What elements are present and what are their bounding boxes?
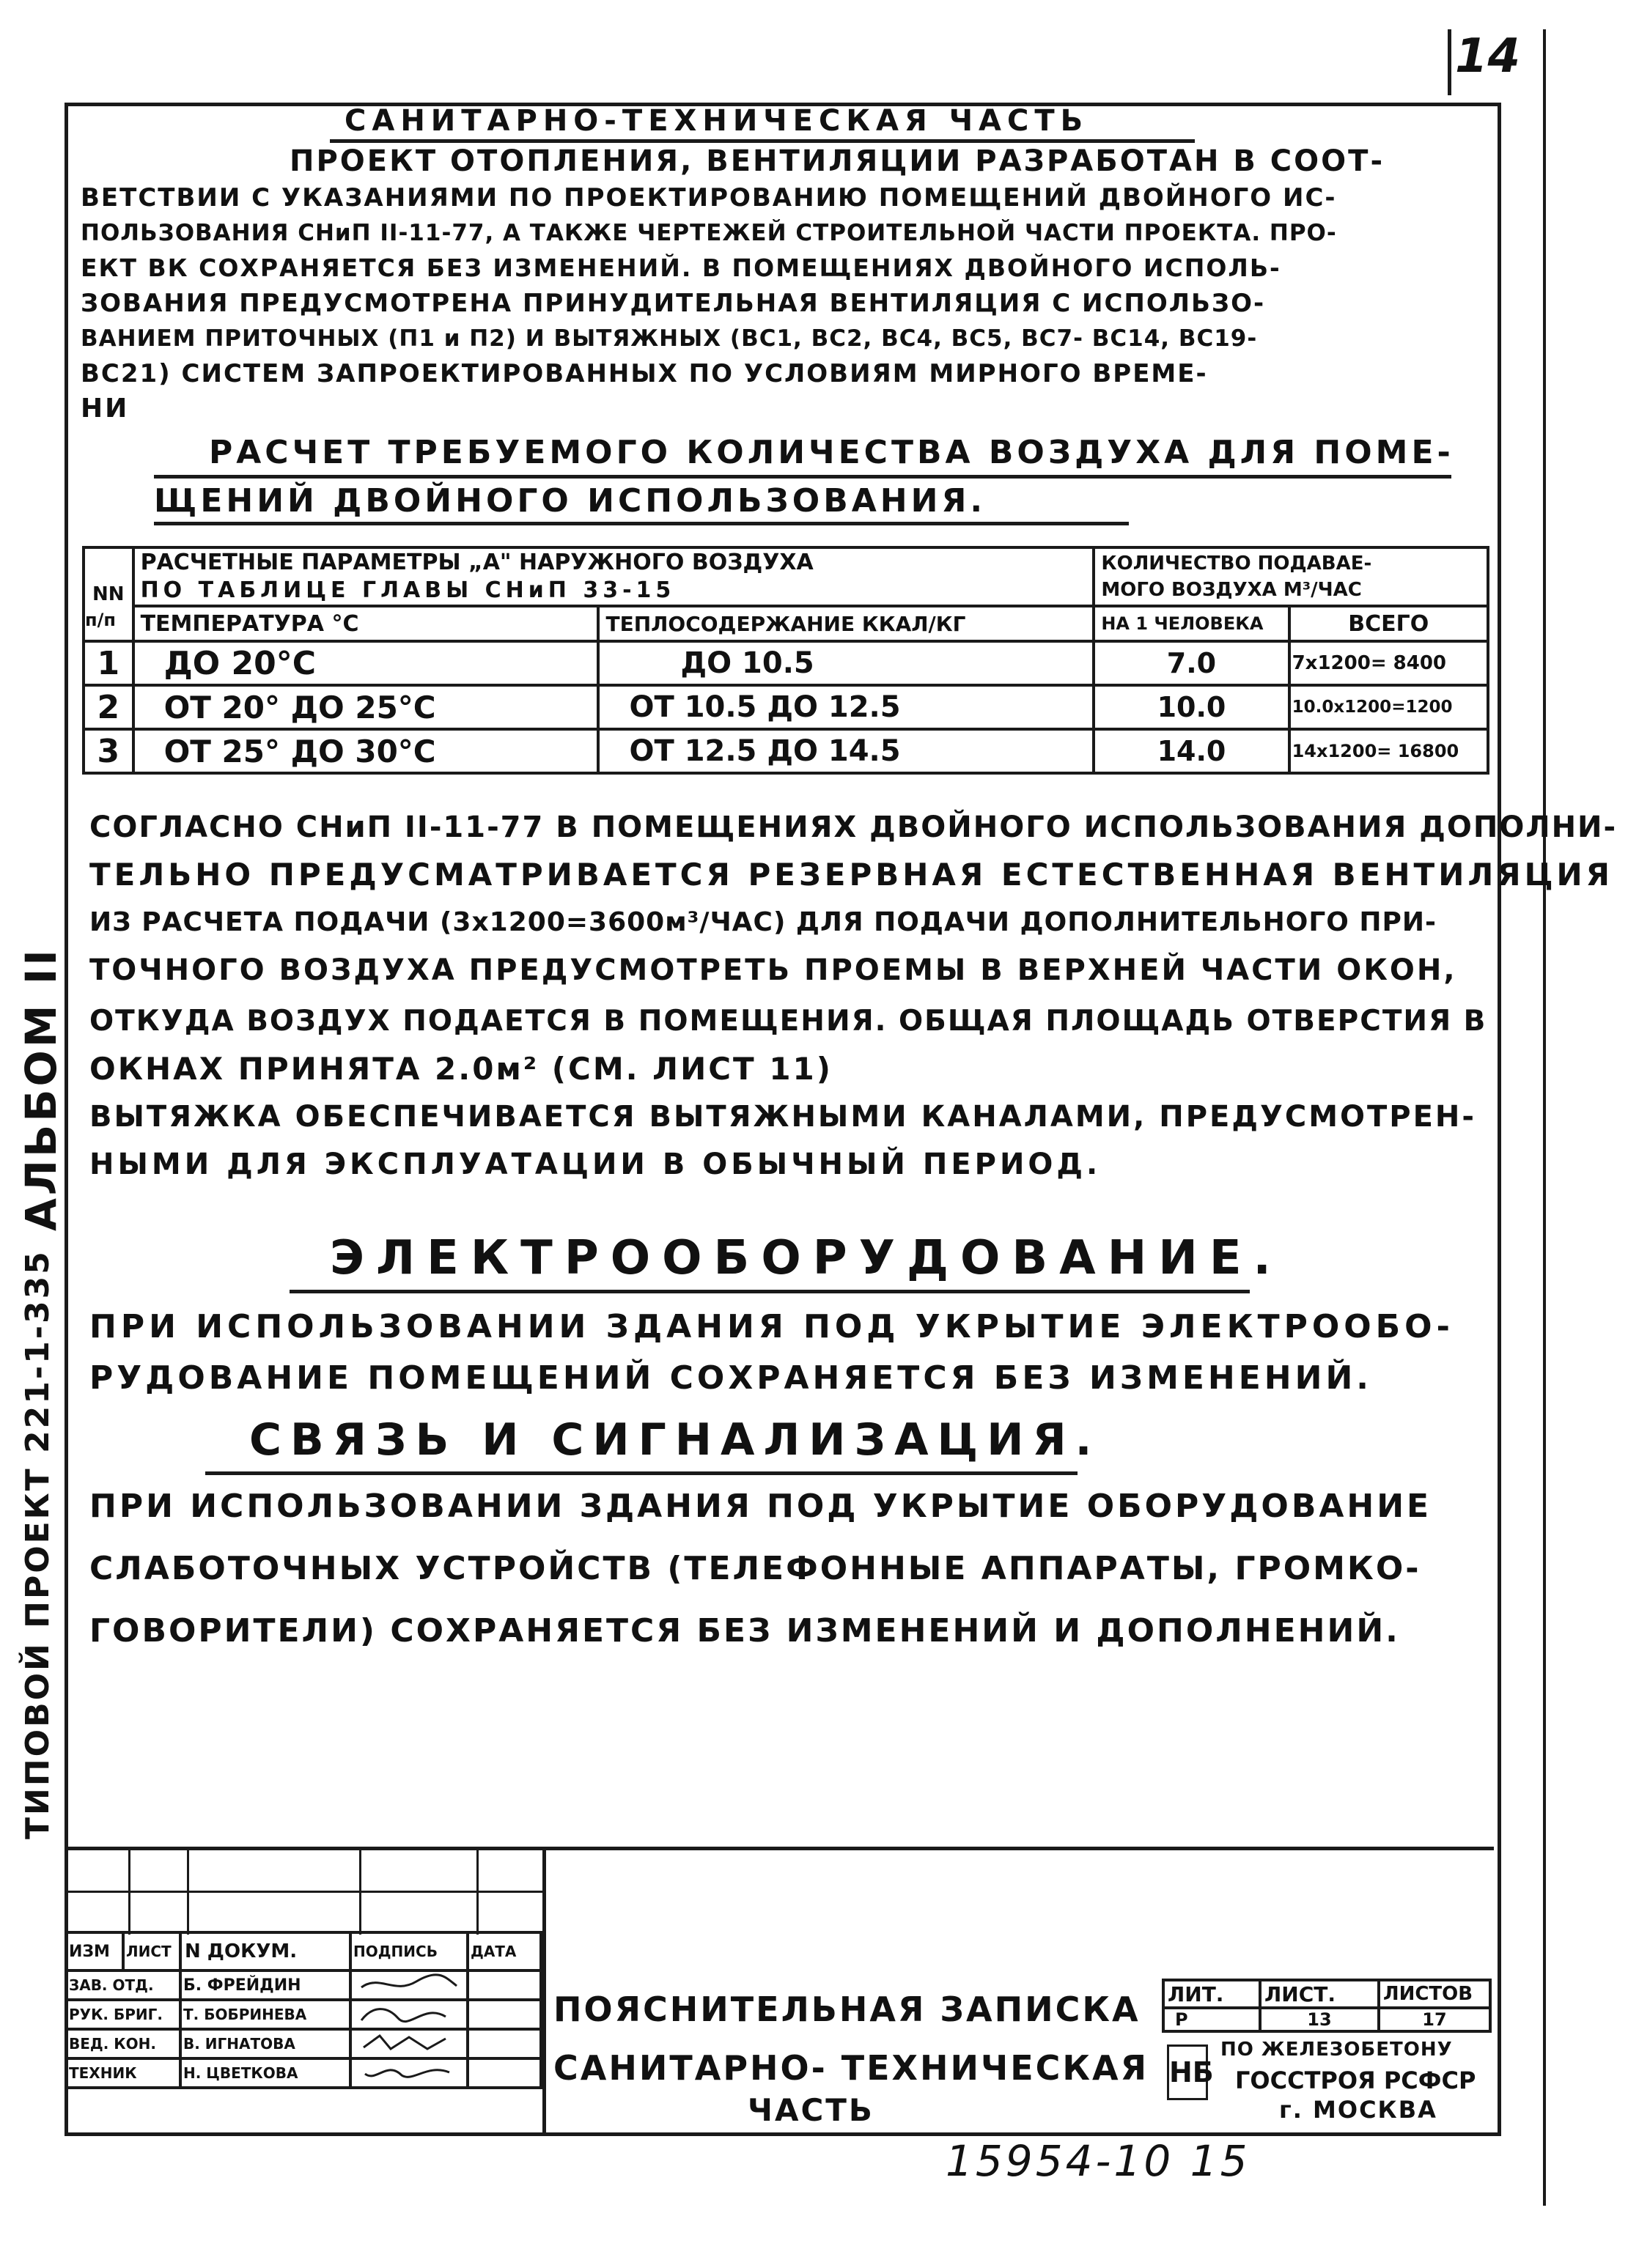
sanitary-line: ЗОВАНИЯ ПРЕДУСМОТРЕНА ПРИНУДИТЕЛЬНАЯ ВЕНТИЛЯЦИЯ С ИСПОЛЬЗО-	[81, 289, 1266, 318]
table-row	[84, 641, 1488, 685]
stamp-sheet-label: ЛИСТ.	[1260, 1980, 1379, 2008]
vent-line: НЫМИ ДЛЯ ЭКСПЛУАТАЦИИ В ОБЫЧНЫЙ ПЕРИОД.	[89, 1148, 1102, 1181]
vent-line: ВЫТЯЖКА ОБЕСПЕЧИВАЕТСЯ ВЫТЯЖНЫМИ КАНАЛАМИ, ПРЕДУСМОТРЕН-	[89, 1100, 1477, 1134]
stamp-signature	[350, 1970, 468, 2000]
electrical-line: РУДОВАНИЕ ПОМЕЩЕНИЙ СОХРАНЯЕТСЯ БЕЗ ИЗМЕНЕНИЙ.	[89, 1359, 1372, 1397]
stamp-person-row	[66, 2029, 541, 2058]
stamp-person-row	[66, 2058, 541, 2088]
stamp-name: Т. БОБРИНЕВА	[180, 2000, 350, 2029]
stamp-col-sign: ПОДПИСЬ	[350, 1932, 468, 1970]
org-logo	[1167, 2044, 1214, 2100]
sanitary-line: ПОЛЬЗОВАНИЯ СНиП II-11-77, А ТАКЖЕ ЧЕРТЕЖЕЙ СТРОИТЕЛЬНОЙ ЧАСТИ ПРОЕКТА. ПРО-	[81, 220, 1337, 246]
stamp-col-date: ДАТА	[468, 1932, 541, 1970]
row-heat: ОТ 10.5 ДО 12.5	[598, 685, 1094, 729]
stamp-divider	[542, 1847, 546, 2132]
org-line1: ПО ЖЕЛЕЗОБЕТОНУ	[1220, 2039, 1453, 2061]
air-table	[82, 546, 1489, 775]
stamp-grid-line	[359, 1847, 361, 1935]
params-header-line2: ПО ТАБЛИЦЕ ГЛАВЫ СНиП 33-15	[140, 577, 676, 603]
stamp-doc-title-line2: САНИТАРНО- ТЕХНИЧЕСКАЯ	[553, 2048, 1149, 2088]
stamp-signature	[350, 2029, 468, 2058]
outer-right-rule	[1543, 29, 1546, 2206]
signature-scribble	[358, 2002, 460, 2024]
row-temp: ДО 20°С	[133, 641, 599, 685]
signature-scribble	[358, 2031, 460, 2053]
row-total: 10.0х1200=1200	[1289, 685, 1488, 729]
stamp-stage-label: ЛИТ.	[1163, 1980, 1260, 2008]
signature-scribble	[358, 1973, 460, 1995]
stamp-sheets-label: ЛИСТОВ	[1379, 1980, 1490, 2008]
row-heat: ДО 10.5	[598, 641, 1094, 685]
stamp-col-list: ЛИСТ	[123, 1932, 180, 1970]
qty-header-line2: МОГО ВОЗДУХА М³/ЧАС	[1101, 579, 1362, 601]
table-row	[84, 729, 1488, 773]
calc-heading-line2: ЩЕНИЙ ДВОЙНОГО ИСПОЛЬЗОВАНИЯ.	[154, 482, 987, 520]
stamp-role: ВЕД. КОН.	[66, 2029, 180, 2058]
sanitary-line: НИ	[81, 394, 130, 424]
stamp-doc-title-line3: ЧАСТЬ	[748, 2092, 874, 2128]
row-heat: ОТ 12.5 ДО 14.5	[598, 729, 1094, 773]
org-line2: ГОССТРОЯ РСФСР	[1235, 2066, 1476, 2094]
air-table-total-header: ВСЕГО	[1289, 606, 1488, 641]
side-label-album: АЛЬБОМ II	[16, 947, 66, 1231]
stamp-name: Н. ЦВЕТКОВА	[180, 2058, 350, 2088]
qty-header-line1: КОЛИЧЕСТВО ПОДАВАЕ-	[1101, 553, 1372, 575]
stamp-date	[468, 2058, 541, 2088]
stamp-person-row	[66, 2000, 541, 2029]
sheet-corner-number: 14	[1455, 29, 1521, 84]
row-number: 2	[84, 685, 133, 729]
num-header-top: NN	[92, 583, 125, 605]
electrical-line: ПРИ ИСПОЛЬЗОВАНИИ ЗДАНИЯ ПОД УКРЫТИЕ ЭЛЕКТРООБО-	[89, 1308, 1454, 1345]
stamp-name: В. ИГНАТОВА	[180, 2029, 350, 2058]
vent-line: ТОЧНОГО ВОЗДУХА ПРЕДУСМОТРЕТЬ ПРОЕМЫ В ВЕРХНЕЙ ЧАСТИ ОКОН,	[89, 953, 1457, 987]
vent-line: ТЕЛЬНО ПРЕДУСМАТРИВАЕТСЯ РЕЗЕРВНАЯ ЕСТЕСТВЕННАЯ ВЕНТИЛЯЦИЯ	[89, 857, 1614, 893]
calc-heading-underline2	[154, 522, 1129, 525]
row-total: 7х1200= 8400	[1289, 641, 1488, 685]
sanitary-line: ЕКТ ВК СОХРАНЯЕТСЯ БЕЗ ИЗМЕНЕНИЙ. В ПОМЕЩЕНИЯХ ДВОЙНОГО ИСПОЛЬ-	[81, 254, 1281, 282]
stamp-date	[468, 2029, 541, 2058]
stamp-sheet-value: 13	[1260, 2008, 1379, 2031]
row-number: 1	[84, 641, 133, 685]
org-logo-text: НБ	[1169, 2056, 1214, 2088]
stamp-grid-line	[65, 1891, 542, 1893]
vent-line: ИЗ РАСЧЕТА ПОДАЧИ (3х1200=3600м³/ЧАС) ДЛЯ ПОДАЧИ ДОПОЛНИТЕЛЬНОГО ПРИ-	[89, 907, 1437, 937]
calc-heading-underline1	[154, 475, 1451, 479]
corner-mark	[1448, 29, 1451, 95]
stamp-stage-value: Р	[1163, 2008, 1260, 2031]
side-label-project: ТИПОВОЙ ПРОЕКТ 221-1-335	[19, 1249, 56, 1839]
communication-line: СЛАБОТОЧНЫХ УСТРОЙСТВ (ТЕЛЕФОННЫЕ АППАРАТЫ, ГРОМКО-	[89, 1550, 1421, 1587]
air-table-params-header	[133, 547, 1094, 606]
row-temp: ОТ 25° ДО 30°С	[133, 729, 599, 773]
row-number: 3	[84, 729, 133, 773]
vent-line: ОКНАХ ПРИНЯТА 2.0м² (СМ. ЛИСТ 11)	[89, 1051, 833, 1087]
stamp-role: РУК. БРИГ.	[66, 2000, 180, 2029]
stamp-grid-line	[128, 1847, 130, 1935]
stamp-people-table	[65, 1931, 542, 2089]
air-table-temp-header: ТЕМПЕРАТУРА °С	[133, 606, 599, 641]
stamp-signature	[350, 2058, 468, 2088]
stamp-grid-line	[187, 1847, 189, 1935]
stamp-doc-title-line1: ПОЯСНИТЕЛЬНАЯ ЗАПИСКА	[553, 1990, 1141, 2029]
stamp-role: ТЕХНИК	[66, 2058, 180, 2088]
row-per-person: 14.0	[1094, 729, 1289, 773]
stamp-signature	[350, 2000, 468, 2029]
stamp-grid-line	[476, 1847, 479, 1935]
sanitary-line: ВЕТСТВИИ С УКАЗАНИЯМИ ПО ПРОЕКТИРОВАНИЮ ПОМЕЩЕНИЙ ДВОЙНОГО ИС-	[81, 183, 1337, 213]
sanitary-line: ВС21) СИСТЕМ ЗАПРОЕКТИРОВАННЫХ ПО УСЛОВИЯМ МИРНОГО ВРЕМЕ-	[81, 359, 1208, 388]
stamp-person-row	[66, 1970, 541, 2000]
communication-title: СВЯЗЬ И СИГНАЛИЗАЦИЯ.	[249, 1414, 1101, 1466]
electrical-title-underline	[290, 1290, 1250, 1293]
num-header-bottom: п/п	[85, 610, 116, 630]
stamp-sheets-value: 17	[1379, 2008, 1490, 2031]
communication-line: ПРИ ИСПОЛЬЗОВАНИИ ЗДАНИЯ ПОД УКРЫТИЕ ОБОРУДОВАНИЕ	[89, 1488, 1432, 1525]
air-table-qty-header	[1094, 547, 1488, 606]
sanitary-title-underline	[330, 139, 1195, 143]
stamp-col-izm: ИЗМ	[66, 1932, 123, 1970]
params-header-line1: РАСЧЕТНЫЕ ПАРАМЕТРЫ „А" НАРУЖНОГО ВОЗДУХА	[140, 550, 814, 575]
air-table-per-header: НА 1 ЧЕЛОВЕКА	[1094, 606, 1289, 641]
vent-line: ОТКУДА ВОЗДУХ ПОДАЕТСЯ В ПОМЕЩЕНИЯ. ОБЩАЯ ПЛОЩАДЬ ОТВЕРСТИЯ В	[89, 1005, 1487, 1038]
row-per-person: 7.0	[1094, 641, 1289, 685]
sanitary-line: ВАНИЕМ ПРИТОЧНЫХ (П1 и П2) И ВЫТЯЖНЫХ (ВС1, ВС2, ВС4, ВС5, ВС7- ВС14, ВС19-	[81, 325, 1258, 352]
sanitary-title: САНИТАРНО-ТЕХНИЧЕСКАЯ ЧАСТЬ	[345, 104, 1089, 138]
air-table-heat-header: ТЕПЛОСОДЕРЖАНИЕ ККАЛ/КГ	[598, 606, 1094, 641]
electrical-title: ЭЛЕКТРООБОРУДОВАНИЕ.	[330, 1231, 1283, 1285]
row-total: 14х1200= 16800	[1289, 729, 1488, 773]
footer-code: 15954-10 15	[946, 2136, 1251, 2186]
table-row	[84, 685, 1488, 729]
stamp-col-doc: N ДОКУМ.	[180, 1932, 350, 1970]
org-line3: г. МОСКВА	[1279, 2096, 1437, 2124]
stamp-role: ЗАВ. ОТД.	[66, 1970, 180, 2000]
calc-heading-line1: РАСЧЕТ ТРЕБУЕМОГО КОЛИЧЕСТВА ВОЗДУХА ДЛЯ ПОМЕ-	[209, 434, 1454, 471]
row-temp: ОТ 20° ДО 25°С	[133, 685, 599, 729]
signature-scribble	[358, 2061, 460, 2083]
row-per-person: 10.0	[1094, 685, 1289, 729]
communication-line: ГОВОРИТЕЛИ) СОХРАНЯЕТСЯ БЕЗ ИЗМЕНЕНИЙ И ДОПОЛНЕНИЙ.	[89, 1612, 1400, 1650]
stamp-name: Б. ФРЕЙДИН	[180, 1970, 350, 2000]
stamp-date	[468, 2000, 541, 2029]
stamp-date	[468, 1970, 541, 2000]
vent-line: СОГЛАСНО СНиП II-11-77 В ПОМЕЩЕНИЯХ ДВОЙНОГО ИСПОЛЬЗОВАНИЯ ДОПОЛНИ-	[89, 810, 1618, 844]
communication-title-underline	[205, 1471, 1078, 1475]
sanitary-line: ПРОЕКТ ОТОПЛЕНИЯ, ВЕНТИЛЯЦИИ РАЗРАБОТАН В СООТ-	[290, 144, 1385, 178]
stamp-top-rule	[65, 1847, 1494, 1850]
stamp-sheet-table	[1162, 1979, 1492, 2033]
